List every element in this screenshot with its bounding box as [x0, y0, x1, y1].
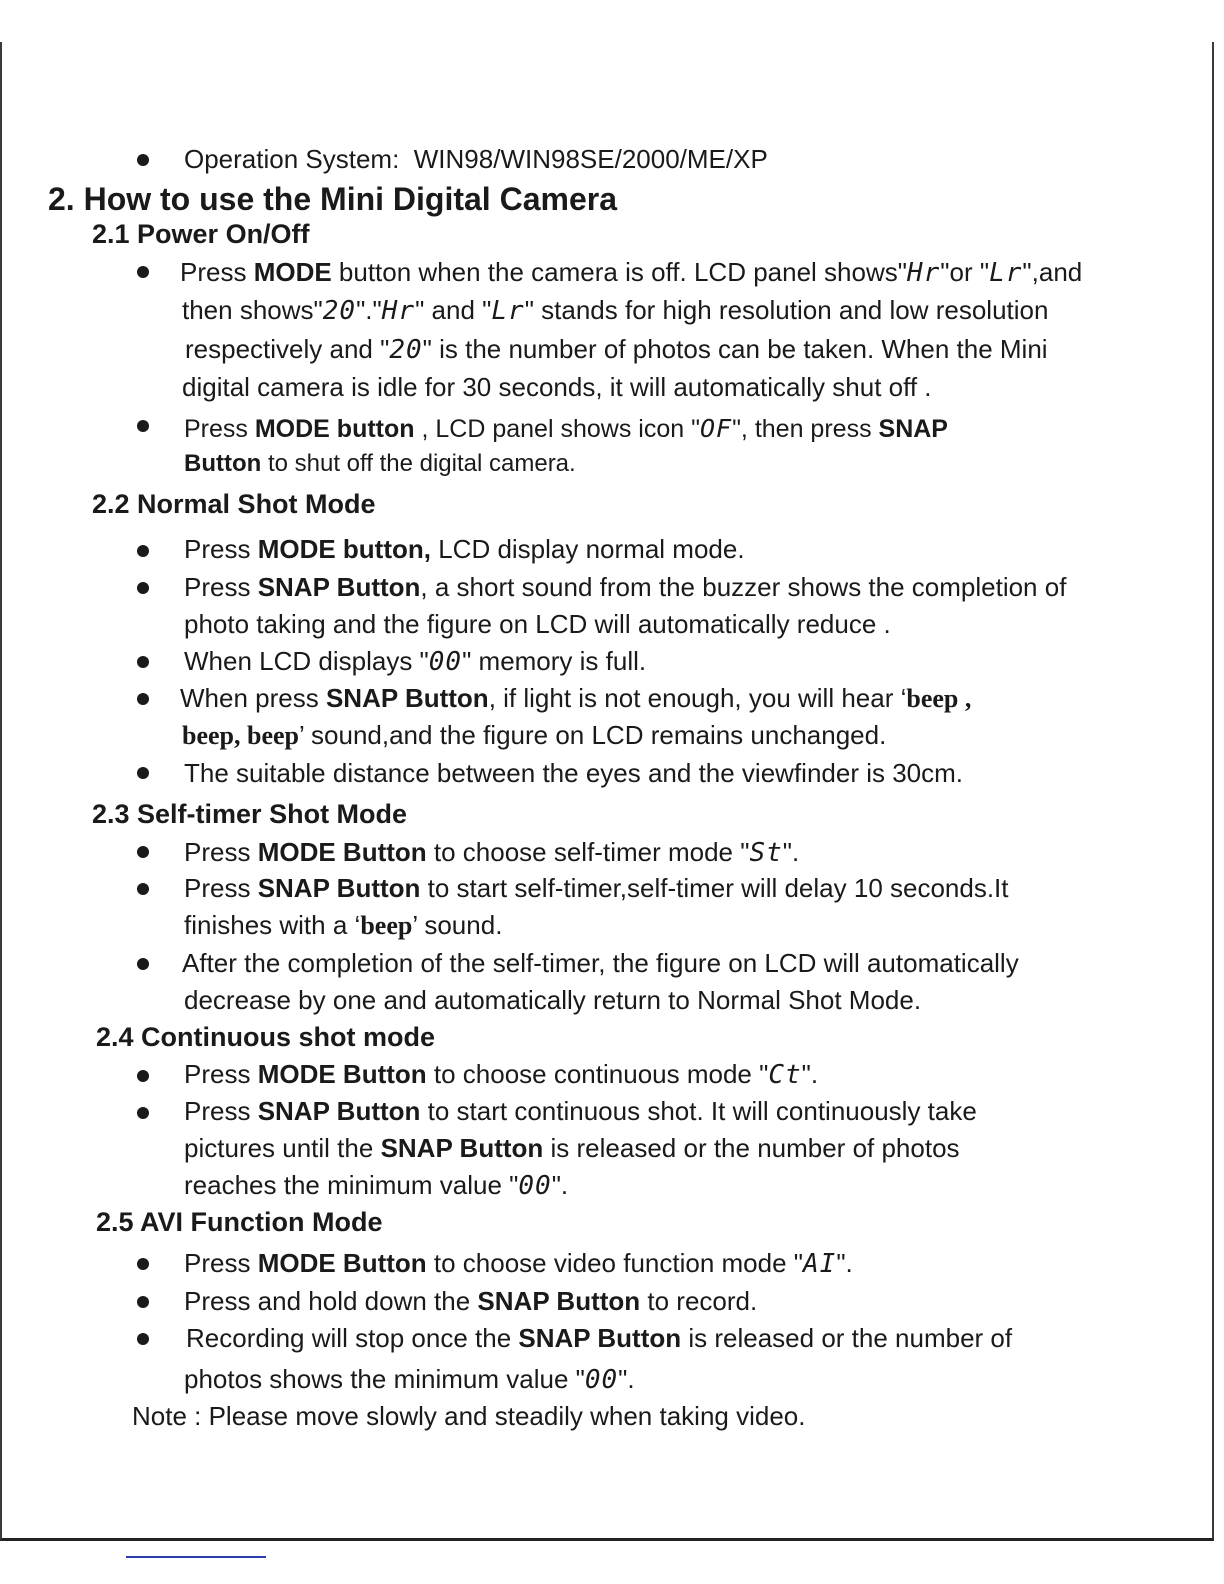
text-run: When press	[180, 683, 326, 713]
bold-text: SNAP Button	[257, 873, 421, 903]
text-run: ", then press	[732, 415, 879, 443]
text-run: Press	[184, 1096, 258, 1126]
text-run: Press	[184, 837, 258, 867]
bullet	[137, 1107, 149, 1119]
lcd-code: 00	[584, 1365, 619, 1395]
bold-text: SNAP Button	[380, 1133, 544, 1163]
note: Note : Please move slowly and steadily when taking video.	[132, 1401, 806, 1431]
text-run: Press	[184, 415, 255, 443]
text-run: ".	[551, 1170, 569, 1200]
lcd-code: 20	[322, 296, 357, 326]
text-run: Press	[184, 873, 258, 903]
text-run: to record.	[640, 1286, 758, 1316]
lcd-code: Hr	[381, 296, 416, 326]
s24-b2-line3	[184, 1169, 568, 1202]
footer-rule	[126, 1556, 266, 1558]
bold-text: SNAP Button	[518, 1323, 682, 1353]
s21-b1-line3	[185, 333, 1048, 366]
bold-text: SNAP Button	[325, 683, 489, 713]
bold-text: SNAP Button	[257, 1096, 421, 1126]
bullet	[137, 767, 149, 779]
lcd-code: 00	[518, 1171, 552, 1201]
subsection-title-2-1: 2.1 Power On/Off	[92, 219, 310, 249]
bullet	[137, 883, 149, 895]
bold-text: Button	[184, 450, 262, 477]
text-run: ".	[801, 1059, 819, 1089]
bullet	[137, 846, 149, 858]
text-run: pictures until the	[184, 1133, 381, 1163]
s25-b3-line2	[184, 1363, 635, 1396]
subsection-title-2-5: 2.5 AVI Function Mode	[96, 1207, 383, 1237]
bullet	[137, 1333, 149, 1345]
lcd-code: 20	[389, 335, 423, 365]
text-run: to choose continuous mode "	[426, 1059, 769, 1089]
bullet	[137, 1296, 149, 1308]
s22-b4-line1	[180, 682, 971, 715]
text-run: ".	[836, 1248, 853, 1278]
text-run: Recording will stop once the	[186, 1323, 519, 1353]
bullet	[137, 693, 149, 705]
text-run: beep ,	[906, 684, 972, 713]
bullet	[137, 420, 149, 432]
bold-text: MODE Button	[257, 837, 427, 867]
text-run: to choose video function mode "	[426, 1248, 804, 1278]
text-run: Press and hold down the	[184, 1286, 478, 1316]
s24-b1	[184, 1058, 818, 1091]
lcd-code: AI	[803, 1249, 837, 1279]
lcd-code: Lr	[491, 296, 525, 326]
text-run: to start self-timer,self-timer will delay 10 seconds.It	[420, 873, 1009, 903]
text-run: ’ sound,and the figure on LCD remains unchanged.	[299, 720, 887, 750]
lcd-code: Ct	[768, 1060, 802, 1090]
bullet	[137, 958, 149, 970]
text-run: Press	[184, 1059, 258, 1089]
text-run: Press	[184, 572, 258, 602]
lcd-code: St	[749, 838, 783, 868]
text-run: photos shows the minimum value "	[184, 1364, 585, 1394]
s22-b3	[184, 645, 646, 678]
text-run: "or "	[940, 257, 990, 287]
text-run: reaches the minimum value "	[184, 1170, 519, 1200]
text-run: ".	[618, 1364, 635, 1394]
bold-text: SNAP Button	[477, 1286, 641, 1316]
s21-b1-line4: digital camera is idle for 30 seconds, it will automatically shut off .	[182, 372, 932, 402]
text-run: "."	[356, 295, 382, 325]
bullet	[137, 1258, 149, 1270]
text-run: , a short sound from the buzzer shows the completion of	[420, 572, 1067, 602]
s24-b2-line1	[184, 1095, 977, 1127]
text-run: , if light is not enough, you will hear ‘	[488, 683, 907, 713]
s23-b3-line2: decrease by one and automatically return to Normal Shot Mode.	[184, 985, 922, 1015]
text-run: LCD display normal mode.	[430, 534, 745, 564]
text-run: ’ sound.	[412, 910, 503, 940]
text-run: " memory is full.	[462, 646, 647, 676]
lcd-code: Lr	[989, 258, 1023, 288]
text-run: " and "	[415, 295, 492, 325]
s21-b2-line1	[184, 413, 948, 445]
bold-text: MODE button,	[257, 534, 431, 564]
text-run: Press	[180, 257, 254, 287]
bold-text: MODE Button	[257, 1248, 427, 1278]
bold-text: SNAP Button	[257, 572, 421, 602]
text-run: button when the camera is off. LCD panel shows"	[331, 257, 907, 287]
text-run: " is the number of photos can be taken. When the Mini	[422, 334, 1048, 364]
section-heading: 2. How to use the Mini Digital Camera	[48, 181, 617, 217]
s22-b1	[184, 533, 745, 565]
s21-b2-line2	[184, 448, 576, 480]
s21-b1-line1	[180, 256, 1082, 289]
bullet	[137, 1070, 149, 1082]
os-value: WIN98/WIN98SE/2000/ME/XP	[413, 144, 768, 174]
s22-b2-line2: photo taking and the figure on LCD will automatically reduce .	[184, 609, 891, 639]
os-label: Operation System:	[184, 144, 400, 174]
text-run: beep	[360, 911, 413, 940]
os-line	[184, 143, 768, 175]
text-run: respectively and "	[185, 334, 390, 364]
subsection-title-2-4: 2.4 Continuous shot mode	[96, 1022, 436, 1052]
text-run: When LCD displays "	[184, 646, 429, 676]
bullet	[137, 154, 149, 166]
text-run: , LCD panel shows icon "	[414, 415, 700, 443]
s22-b4-line2	[182, 719, 886, 752]
bullet	[137, 582, 149, 594]
s22-b5: The suitable distance between the eyes and the viewfinder is 30cm.	[184, 758, 964, 788]
lcd-code: 00	[428, 647, 463, 677]
bullet	[137, 266, 149, 278]
text-run: is released or the number of	[681, 1323, 1013, 1353]
subsection-title-2-3: 2.3 Self-timer Shot Mode	[92, 799, 408, 829]
s23-b3-line1: After the completion of the self-timer, the figure on LCD will automatically	[182, 948, 1019, 978]
s22-b2-line1	[184, 571, 1066, 603]
s25-b1	[184, 1247, 853, 1280]
text-run: Press	[184, 534, 258, 564]
text-run: to shut off the digital camera.	[261, 450, 576, 477]
bullet	[137, 545, 149, 557]
text-run: is released or the number of photos	[543, 1133, 960, 1163]
s21-b1-line2	[182, 294, 1048, 327]
s25-b3-line1	[186, 1322, 1012, 1354]
bold-text: MODE Button	[257, 1059, 427, 1089]
text-run: finishes with a ‘	[184, 910, 361, 940]
text-run: ".	[782, 837, 800, 867]
text-run: then shows"	[182, 295, 323, 325]
text-run: to choose self-timer mode "	[426, 837, 750, 867]
bullet	[137, 656, 149, 668]
text-run: Press	[184, 1248, 258, 1278]
s23-b2-line2	[184, 909, 502, 942]
lcd-code: Hr	[906, 258, 941, 288]
s23-b1	[184, 836, 799, 869]
s24-b2-line2	[184, 1132, 960, 1164]
bold-text: MODE button	[254, 415, 415, 443]
text-run: beep, beep	[182, 721, 299, 750]
subsection-title-2-2: 2.2 Normal Shot Mode	[92, 489, 376, 519]
bold-text: MODE	[253, 257, 332, 287]
text-run: ",and	[1022, 257, 1083, 287]
text-run: to start continuous shot. It will continuously take	[420, 1096, 977, 1126]
s25-b2	[184, 1285, 757, 1317]
bold-text: SNAP	[878, 415, 948, 443]
lcd-code: OF	[699, 414, 733, 443]
text-run: " stands for high resolution and low resolution	[524, 295, 1049, 325]
s23-b2-line1	[184, 872, 1009, 904]
